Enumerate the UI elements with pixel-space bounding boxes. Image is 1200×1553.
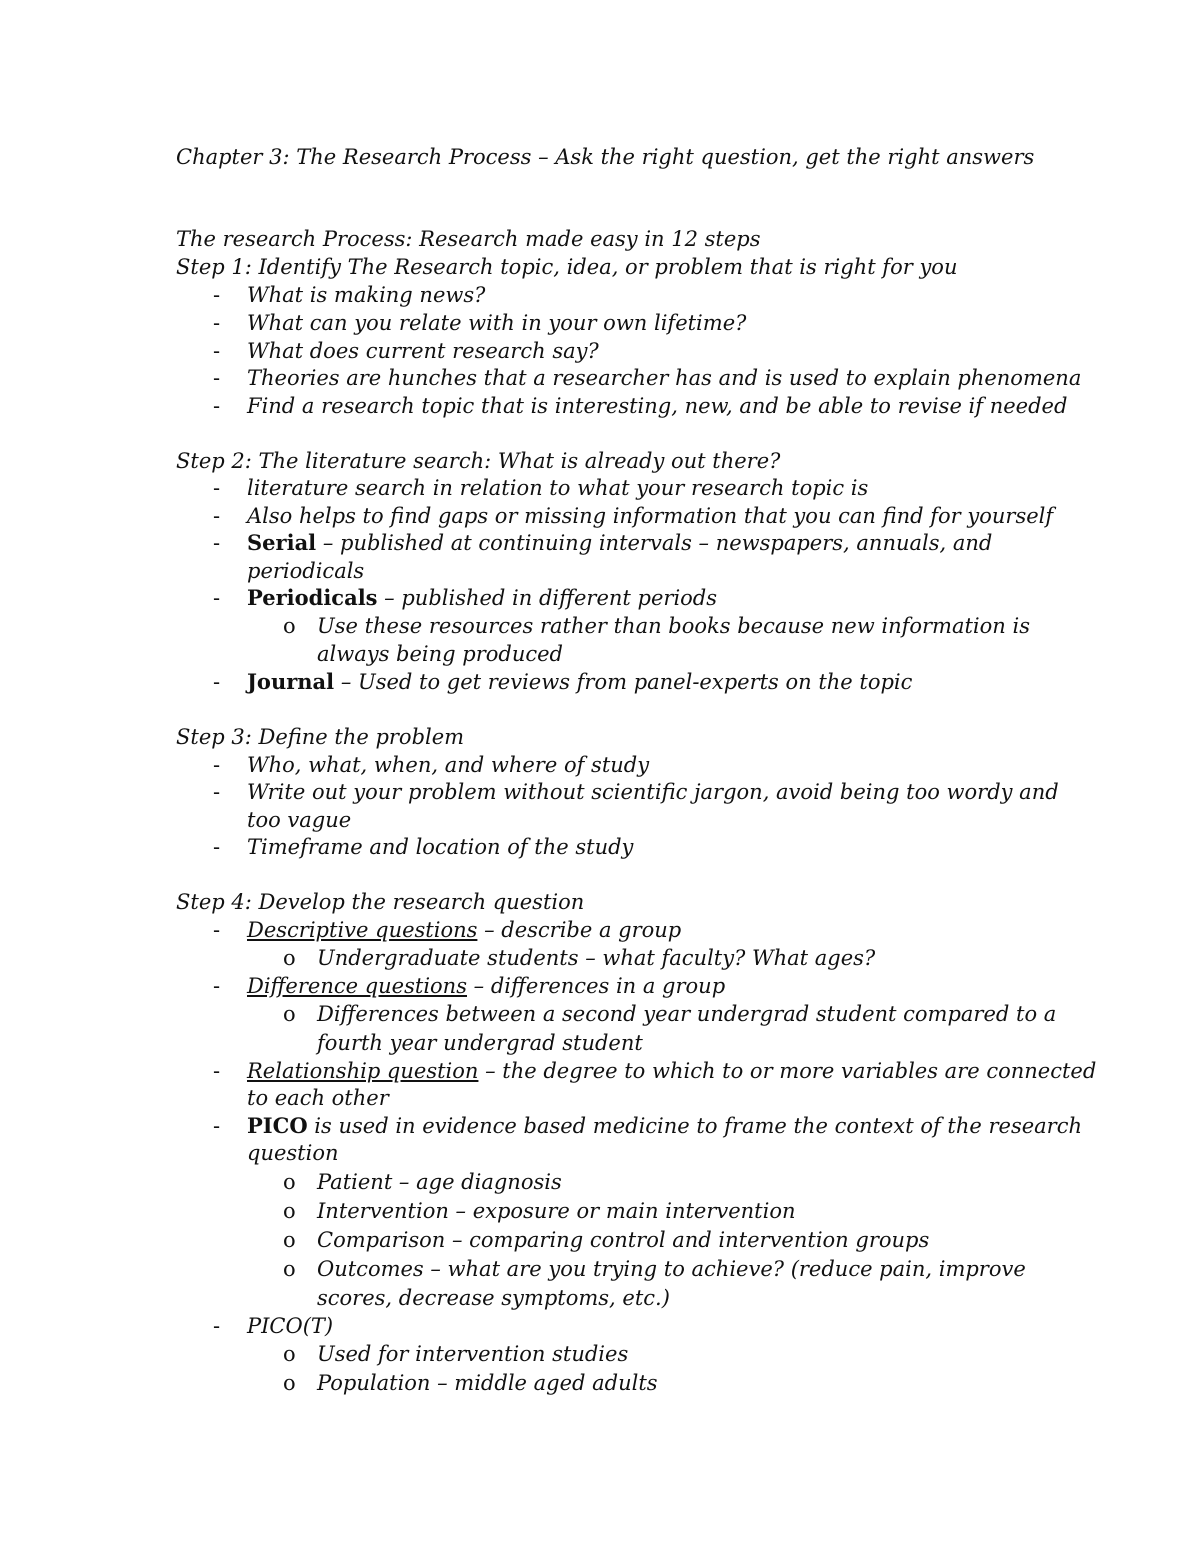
dash-marker: - — [213, 835, 221, 859]
descriptive-definition: – describe a group — [477, 918, 682, 942]
circle-marker: o — [283, 946, 296, 970]
sub-list-item: Population – middle aged adults — [317, 1371, 658, 1395]
list-item-serial — [247, 529, 992, 557]
dash-marker: - — [213, 753, 221, 777]
circle-marker: o — [283, 1342, 296, 1366]
term-difference: Difference questions — [247, 974, 467, 998]
list-item-continuation: question — [247, 1141, 339, 1165]
dash-marker: - — [213, 1314, 221, 1338]
step3-heading: Step 3: Define the problem — [176, 725, 465, 749]
list-item-descriptive — [247, 916, 681, 944]
step4-heading: Step 4: Develop the research question — [176, 890, 585, 914]
list-item-periodicals — [247, 584, 717, 612]
term-periodicals: Periodicals — [247, 585, 378, 610]
list-item: Timeframe and location of the study — [247, 835, 634, 859]
list-item-continuation: too vague — [247, 808, 352, 832]
sub-list-item: Undergraduate students – what faculty? What ages? — [317, 946, 876, 970]
term-relationship: Relationship question — [247, 1059, 479, 1083]
intro-line: The research Process: Research made easy in 12 steps — [176, 227, 761, 251]
list-item: literature search in relation to what your research topic is — [247, 476, 869, 500]
list-item: What can you relate with in your own lifetime? — [247, 311, 747, 335]
list-item-continuation: periodicals — [247, 559, 365, 583]
step2-heading: Step 2: The literature search: What is already out there? — [176, 449, 781, 473]
pico-definition: is used in evidence based medicine to frame the context of the research — [307, 1114, 1082, 1138]
list-item: What does current research say? — [247, 339, 599, 363]
dash-marker: - — [213, 918, 221, 942]
dash-marker: - — [213, 670, 221, 694]
dash-marker: - — [213, 339, 221, 363]
list-item-relationship — [247, 1057, 1096, 1085]
relationship-definition: – the degree to which to or more variables are connected — [478, 1059, 1097, 1083]
step1-heading: Step 1: Identify The Research topic, idea, or problem that is right for you — [176, 255, 958, 279]
dash-marker: - — [213, 283, 221, 307]
sub-list-item: Intervention – exposure or main intervention — [317, 1199, 796, 1223]
list-item: Write out your problem without scientific jargon, avoid being too wordy and — [247, 780, 1059, 804]
list-item: What is making news? — [247, 283, 486, 307]
circle-marker: o — [283, 1371, 296, 1395]
list-item: Who, what, when, and where of study — [247, 753, 650, 777]
dash-marker: - — [213, 394, 221, 418]
list-item: Theories are hunches that a researcher has and is used to explain phenomena — [247, 366, 1082, 390]
dash-marker: - — [213, 476, 221, 500]
difference-definition: – differences in a group — [467, 974, 726, 998]
sub-list-item: Comparison – comparing control and intervention groups — [317, 1228, 930, 1252]
dash-marker: - — [213, 311, 221, 335]
dash-marker: - — [213, 780, 221, 804]
list-item: Also helps to find gaps or missing information that you can find for yourself — [247, 504, 1054, 528]
circle-marker: o — [283, 1170, 296, 1194]
circle-marker: o — [283, 1228, 296, 1252]
sub-list-item: Differences between a second year undergrad student compared to a — [317, 1002, 1057, 1026]
dash-marker: - — [213, 531, 221, 555]
serial-definition: – published at continuing intervals – newspapers, annuals, and — [316, 531, 993, 555]
circle-marker: o — [283, 1257, 296, 1281]
journal-definition: – Used to get reviews from panel-experts on the topic — [334, 670, 913, 694]
term-pico: PICO — [247, 1113, 308, 1138]
dash-marker: - — [213, 1059, 221, 1083]
sub-list-item: Used for intervention studies — [317, 1342, 629, 1366]
term-descriptive: Descriptive questions — [247, 918, 478, 942]
circle-marker: o — [283, 1002, 296, 1026]
sub-list-item: Patient – age diagnosis — [317, 1170, 562, 1194]
term-journal: Journal — [247, 669, 335, 694]
chapter-title: Chapter 3: The Research Process – Ask the right question, get the right answers — [176, 145, 1035, 169]
circle-marker: o — [283, 614, 296, 638]
dash-marker: - — [213, 586, 221, 610]
list-item: Find a research topic that is interesting, new, and be able to revise if needed — [247, 394, 1068, 418]
list-item-journal — [247, 668, 912, 696]
periodicals-definition: – published in different periods — [377, 586, 718, 610]
dash-marker: - — [213, 1114, 221, 1138]
sub-list-item-continuation: fourth year undergrad student — [317, 1031, 643, 1055]
list-item-pico — [247, 1112, 1082, 1140]
circle-marker: o — [283, 1199, 296, 1223]
sub-list-item-continuation: scores, decrease symptoms, etc.) — [317, 1286, 670, 1310]
list-item-difference — [247, 972, 725, 1000]
term-serial: Serial — [247, 530, 317, 555]
sub-list-item-continuation: always being produced — [317, 642, 564, 666]
dash-marker: - — [213, 974, 221, 998]
list-item-continuation: to each other — [247, 1086, 389, 1110]
list-item-picot: PICO(T) — [247, 1314, 334, 1338]
dash-marker: - — [213, 366, 221, 390]
sub-list-item: Use these resources rather than books because new information is — [317, 614, 1030, 638]
dash-marker: - — [213, 504, 221, 528]
sub-list-item: Outcomes – what are you trying to achieve? (reduce pain, improve — [317, 1257, 1026, 1281]
